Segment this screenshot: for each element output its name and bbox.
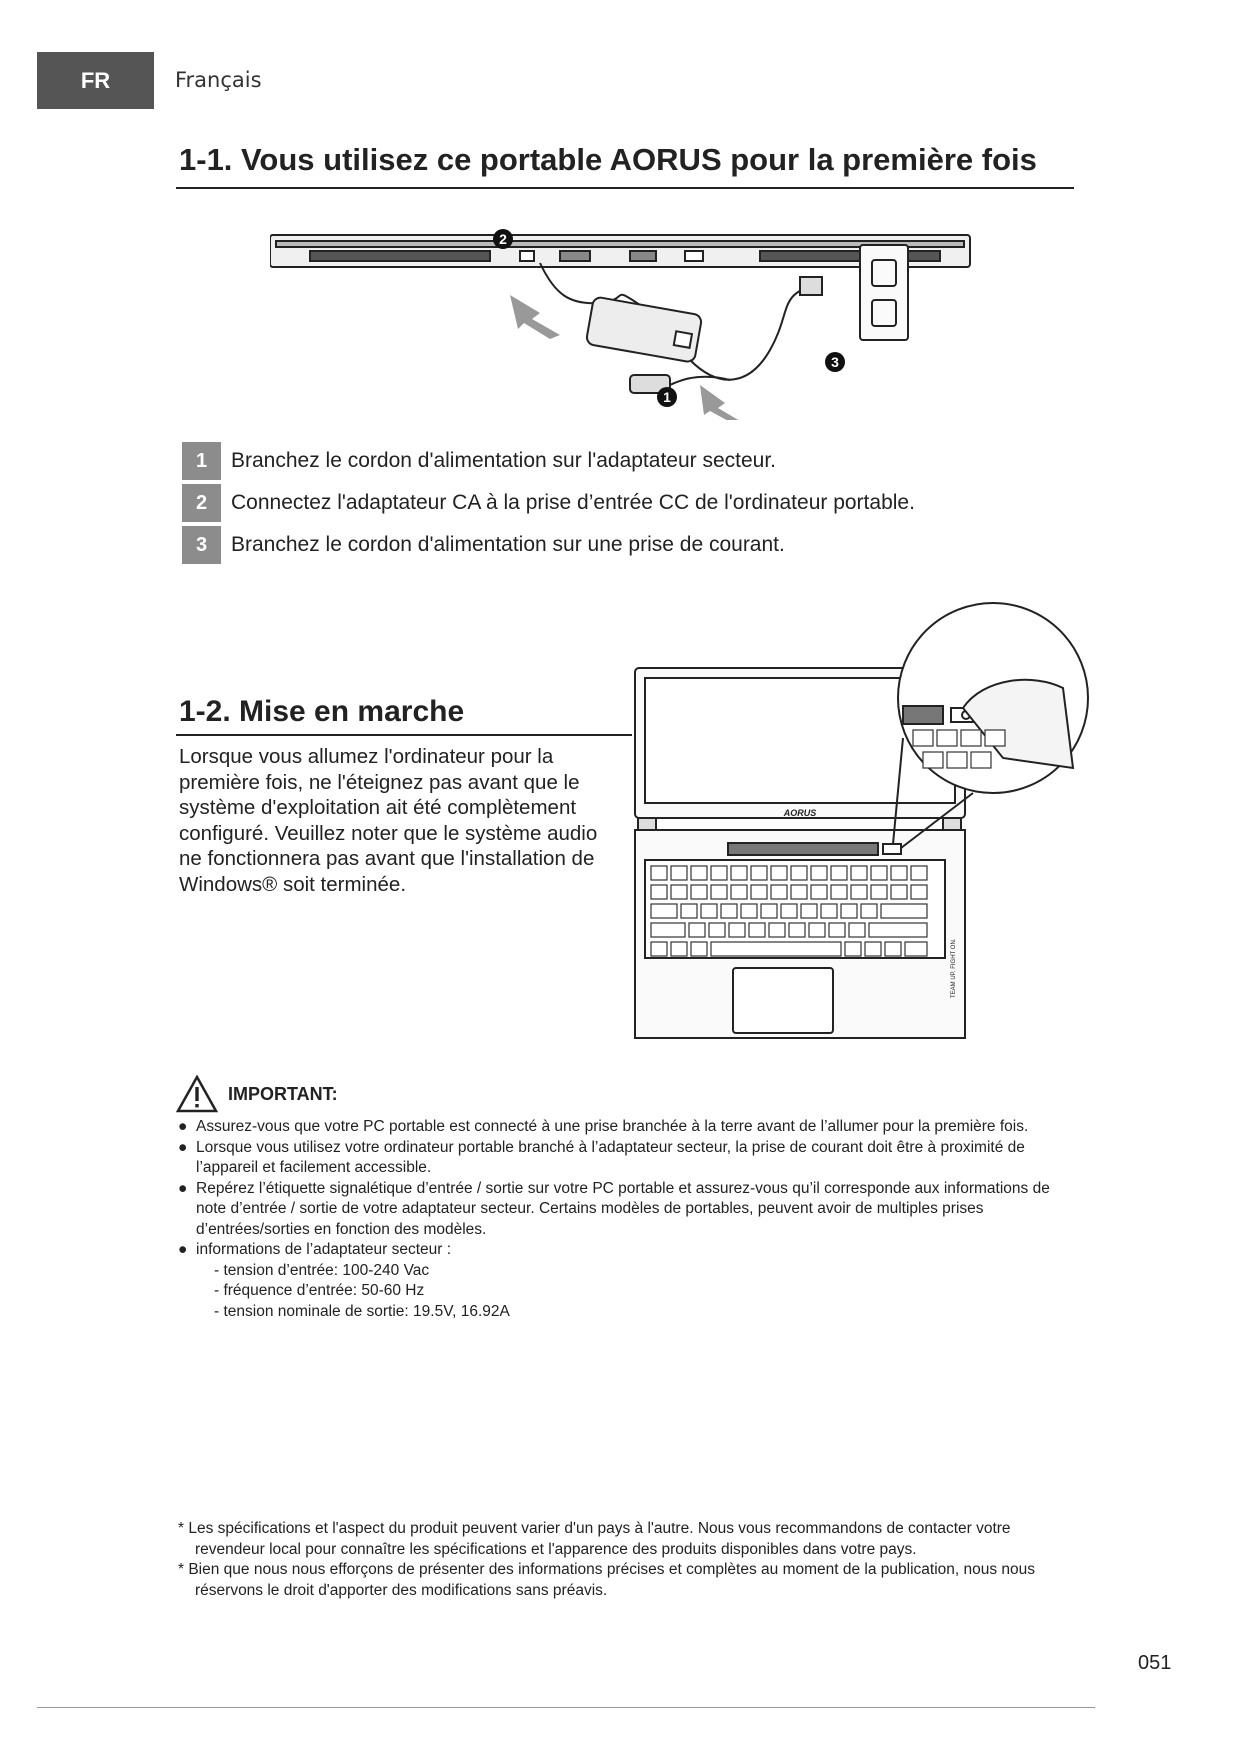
step-text: Branchez le cordon d'alimentation sur une prise de courant. xyxy=(231,533,785,556)
note-item: ● informations de l’adaptateur secteur : - tension d’entrée: 100-240 Vac - fréquence d’entrée: 50-60 Hz - tension nominale de sortie: 19.5V, 16.92A xyxy=(178,1240,1068,1322)
step-item xyxy=(182,526,915,564)
step-item xyxy=(182,442,915,480)
power-on-paragraph: Lorsque vous allumez l'ordinateur pour la première fois, ne l'éteignez pas avant que le système d'exploitation ait été complètement configuré. Veuillez noter que le système audio ne fonctionnera pas avant que l'installation de Windows® soit terminée. xyxy=(179,745,598,896)
important-title: IMPORTANT: xyxy=(228,1083,338,1104)
callout-1: 1 xyxy=(663,389,671,405)
section2-title: 1-2. Mise en marche xyxy=(179,695,465,728)
footnote-item: * Les spécifications et l'aspect du produit peuvent varier d'un pays à l'autre. Nous vous recommandons de contacter votre revendeur local pour connaître les spécifications et l'apparence des produits disponibles dans votre pays. xyxy=(178,1520,1011,1558)
section1-rule xyxy=(176,187,1074,189)
important-notes xyxy=(178,1117,1068,1322)
spec-item: - tension nominale de sortie: 19.5V, 16.92A xyxy=(214,1302,510,1320)
step-number: 3 xyxy=(182,526,221,564)
page-number: 051 xyxy=(1138,1652,1172,1674)
warning-icon xyxy=(176,1075,218,1113)
step-number: 1 xyxy=(182,442,221,480)
footnotes xyxy=(178,1519,1078,1601)
note-item: ● Assurez-vous que votre PC portable est connecté à une prise branchée à la terre avant de l’allumer pour la première fois. xyxy=(178,1118,1029,1135)
footer-rule xyxy=(37,1707,1095,1708)
language-name: Français xyxy=(175,68,262,92)
laptop-side-text: TEAM UP. FIGHT ON. xyxy=(951,938,957,998)
note-item: ● Repérez l’étiquette signalétique d’entrée / sortie sur votre PC portable et assurez-vous qu’il corresponde aux informations de note d’entrée / sortie de votre adaptateur secteur. Certains modèles de portables, peuvent avoir de multiples prises d’entrées/sorties en fonction des modèles. xyxy=(178,1179,1050,1238)
step-item xyxy=(182,484,915,522)
language-tab: FR xyxy=(37,52,154,109)
section2-rule xyxy=(176,734,632,736)
note-item: ● Lorsque vous utilisez votre ordinateur portable branché à l’adaptateur secteur, la prise de courant doit être à proximité de l’appareil et facilement accessible. xyxy=(178,1138,1025,1176)
spec-item: - fréquence d’entrée: 50-60 Hz xyxy=(214,1282,425,1299)
section1-title: 1-1. Vous utilisez ce portable AORUS pour la première fois xyxy=(179,142,1037,177)
step-text: Connectez l'adaptateur CA à la prise d’entrée CC de l'ordinateur portable. xyxy=(231,491,915,514)
step-number: 2 xyxy=(182,484,221,522)
footnote-item: * Bien que nous nous efforçons de présenter des informations précises et complètes au moment de la publication, nous nous réservons le droit d'apporter des modifications sans préavis. xyxy=(178,1561,1036,1599)
callout-2: 2 xyxy=(499,231,507,247)
steps-list xyxy=(182,442,915,568)
power-connection-illustration xyxy=(270,225,980,420)
laptop-logo: AORUS xyxy=(783,808,817,818)
important-heading xyxy=(176,1075,338,1113)
adapter-specs xyxy=(196,1261,1068,1323)
callout-3: 3 xyxy=(831,354,839,370)
step-text: Branchez le cordon d'alimentation sur l'adaptateur secteur. xyxy=(231,449,777,472)
power-on-illustration xyxy=(633,598,1093,1053)
spec-item: - tension d’entrée: 100-240 Vac xyxy=(214,1261,430,1279)
